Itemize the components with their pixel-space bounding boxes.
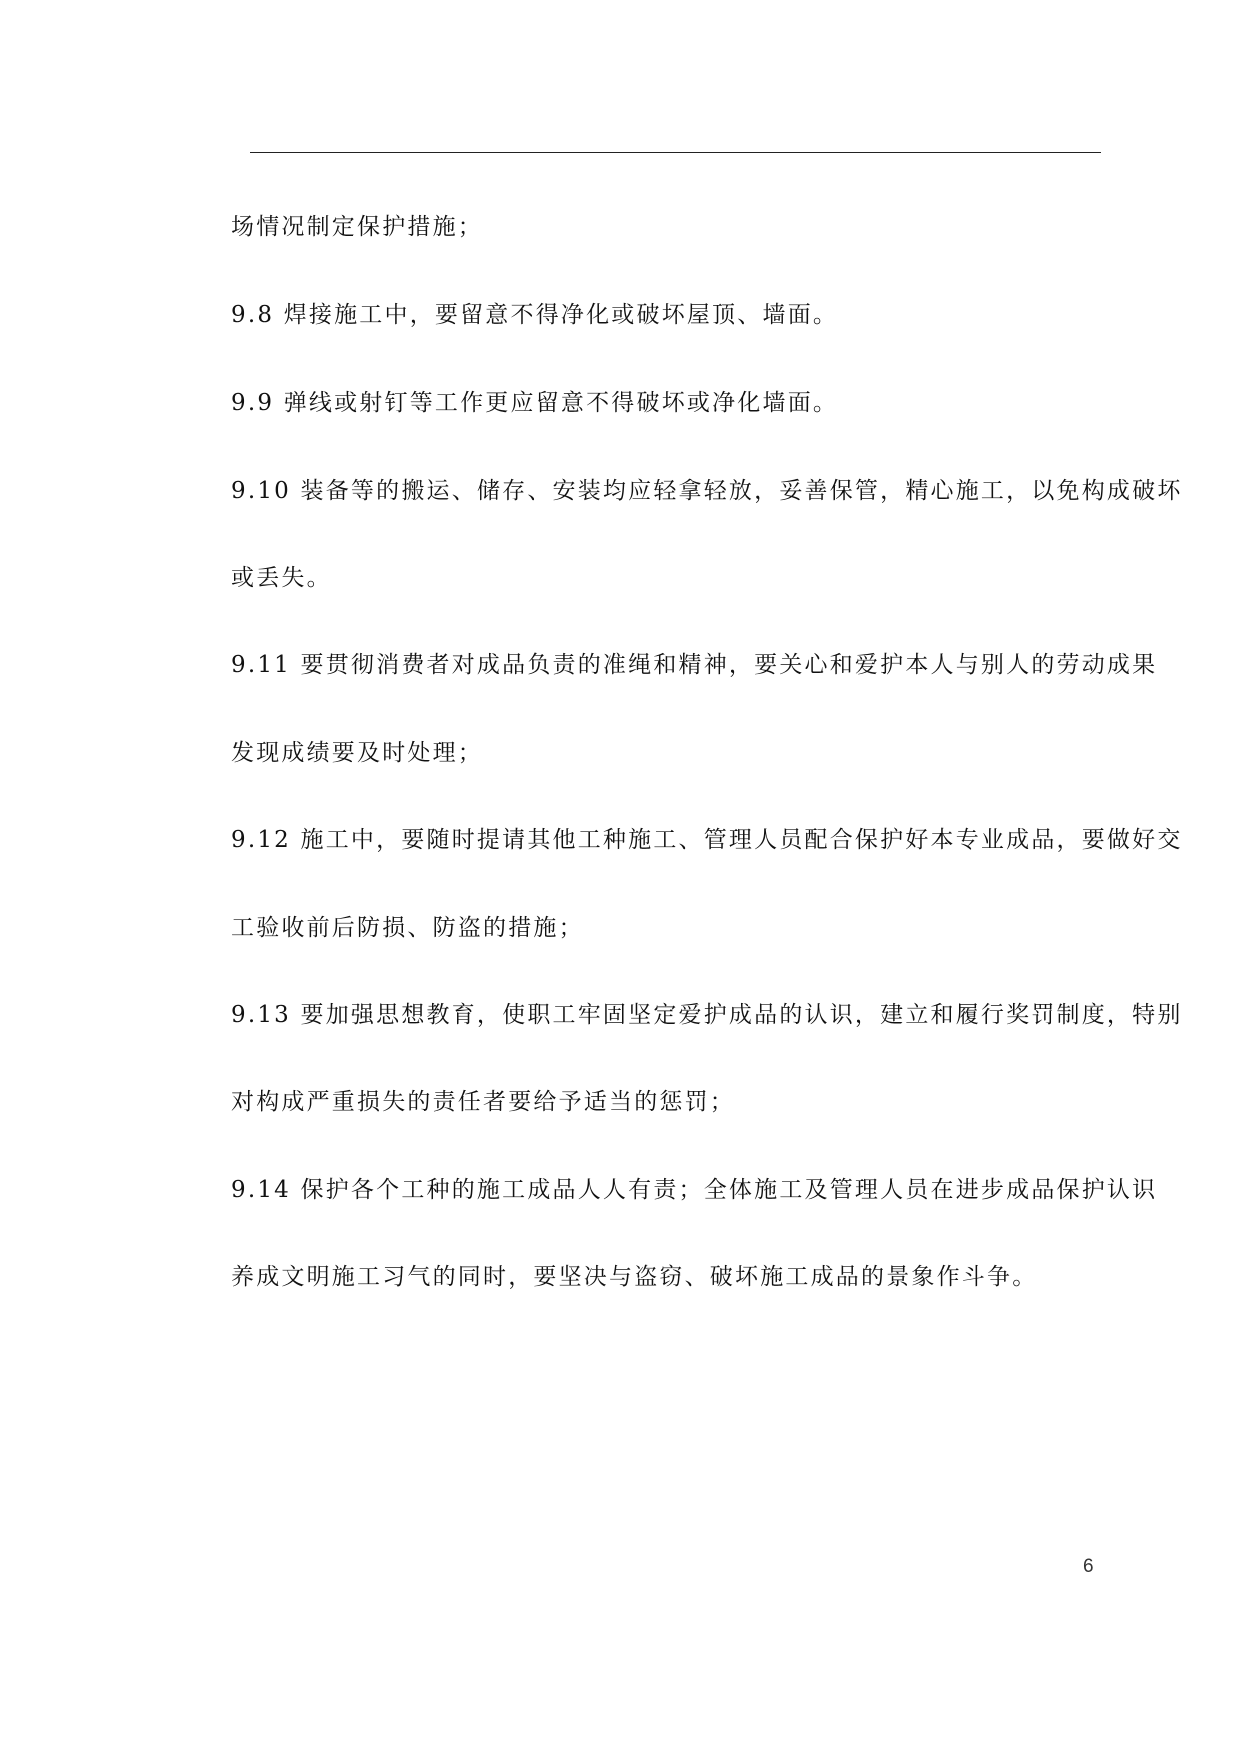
- text-line: 9.14 保护各个工种的施工成品人人有责；全体施工及管理人员在进步成品保护认识: [231, 1177, 1158, 1203]
- text-line: 9.10 装备等的搬运、储存、安装均应轻拿轻放，妥善保管，精心施工，以免构成破坏: [231, 478, 1183, 504]
- text-line: 9.11 要贯彻消费者对成品负责的准绳和精神，要关心和爱护本人与别人的劳动成果: [231, 652, 1158, 678]
- text-line: 对构成严重损失的责任者要给予适当的惩罚；: [231, 1089, 735, 1115]
- text-line: 9.12 施工中，要随时提请其他工种施工、管理人员配合保护好本专业成品，要做好交: [231, 827, 1183, 853]
- text-line: 场情况制定保护措施；: [231, 214, 483, 240]
- text-line: 发现成绩要及时处理；: [231, 740, 483, 766]
- text-line: 或丢失。: [231, 565, 332, 591]
- text-line: 养成文明施工习气的同时，要坚决与盗窃、破坏施工成品的景象作斗争。: [231, 1264, 1038, 1290]
- page-number: 6: [1083, 1556, 1094, 1577]
- text-line: 9.8 焊接施工中，要留意不得净化或破坏屋顶、墙面。: [231, 302, 839, 328]
- text-line: 9.9 弹线或射钉等工作更应留意不得破坏或净化墙面。: [231, 390, 839, 416]
- text-line: 9.13 要加强思想教育，使职工牢固坚定爱护成品的认识，建立和履行奖罚制度，特别: [231, 1002, 1183, 1028]
- text-line: 工验收前后防损、防盗的措施；: [231, 915, 584, 941]
- header-rule: [250, 152, 1101, 153]
